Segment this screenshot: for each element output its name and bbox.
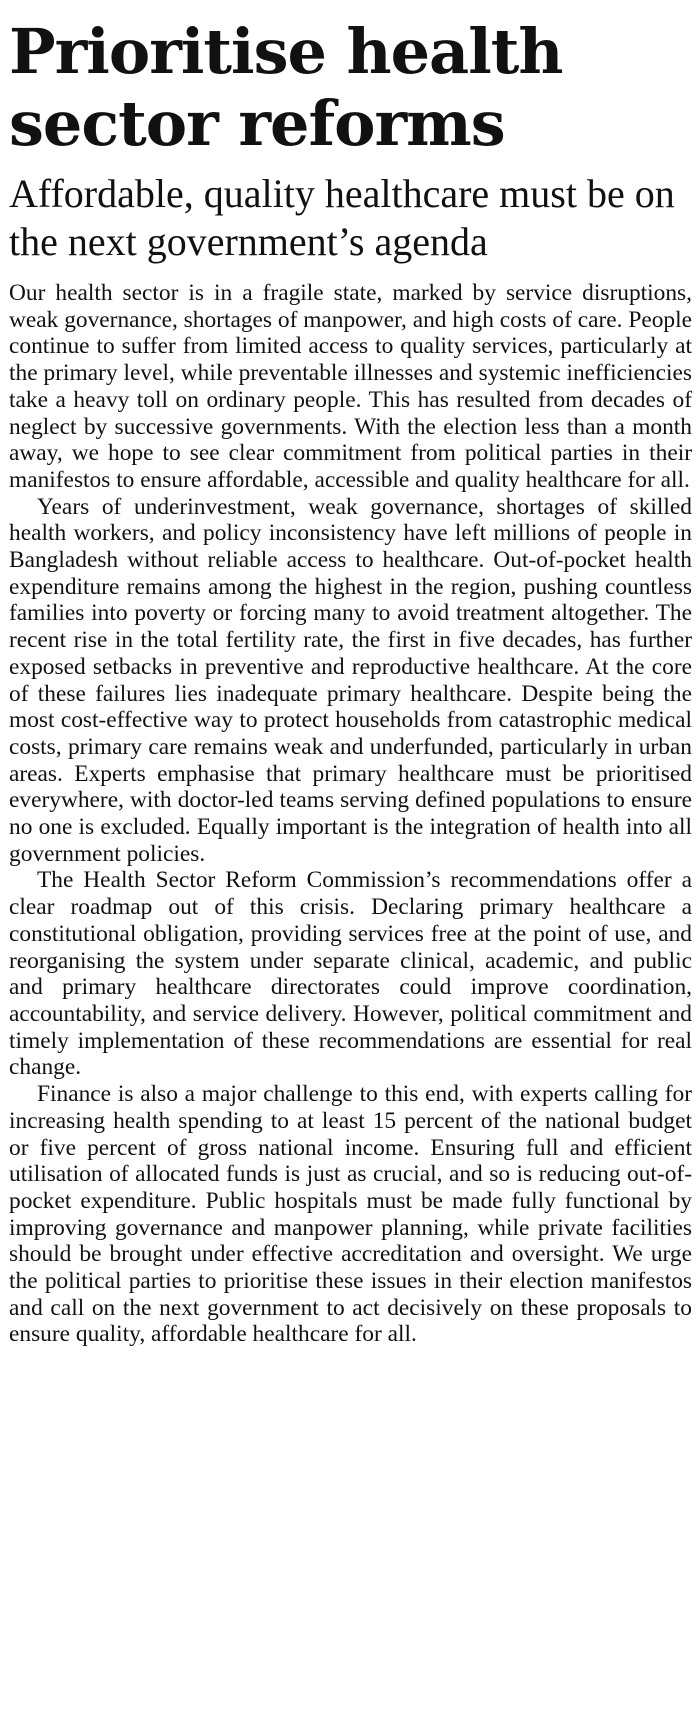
- body-paragraph-1: Our health sector is in a fragile state, marked by service disruptions, weak governance, shortages of manpower, and high costs of care. People continue to suffer from limited access to quality services, particularly at the primary level, while preventable illnesses and systemic inefficiencies take a heavy toll on ordinary people. This has resulted from decades of neglect by successive governments. With the election less than a month away, we hope to see clear commitment from political parties in their manifestos to ensure affordable, accessible and quality healthcare for all.: [9, 280, 692, 493]
- body-paragraph-3: The Health Sector Reform Commission’s recommendations offer a clear roadmap out of this crisis. Declaring primary healthcare a constitutional obligation, providing services free at the point of use, and reorganising the system under separate clinical, academic, and public and primary healthcare directorates could improve coordination, accountability, and service delivery. However, political commitment and timely implementation of these recommendations are essential for real change.: [9, 867, 692, 1081]
- subheadline: Affordable, quality healthcare must be on the next government’s agenda: [9, 171, 675, 264]
- headline: Prioritise health sector reforms: [9, 15, 563, 160]
- body-paragraph-2: Years of underinvestment, weak governance, shortages of skilled health workers, and policy inconsistency have left millions of people in Bangladesh without reliable access to healthcare. Out-of-pocket health expenditure remains among the highest in the region, pushing countless families into poverty or forcing many to avoid treatment altogether. The recent rise in the total fertility rate, the first in five decades, has further exposed setbacks in preventive and reproductive healthcare. At the core of these failures lies inadequate primary healthcare. Despite being the most cost-effective way to protect households from catastrophic medical costs, primary care remains weak and underfunded, particularly in urban areas. Experts emphasise that primary healthcare must be prioritised everywhere, with doctor-led teams serving defined populations to ensure no one is excluded. Equally important is the integration of health into all government policies.: [9, 493, 692, 867]
- article-body: [9, 280, 692, 1348]
- body-paragraph-4: Finance is also a major challenge to this end, with experts calling for increasing health spending to at least 15 percent of the national budget or five percent of gross national income. Ensuring full and efficient utilisation of allocated funds is just as crucial, and so is reducing out-of-pocket expenditure. Public hospitals must be made fully functional by improving governance and manpower planning, while private facilities should be brought under effective accreditation and oversight. We urge the political parties to prioritise these issues in their election manifestos and call on the next government to act decisively on these proposals to ensure quality, affordable healthcare for all.: [9, 1081, 692, 1348]
